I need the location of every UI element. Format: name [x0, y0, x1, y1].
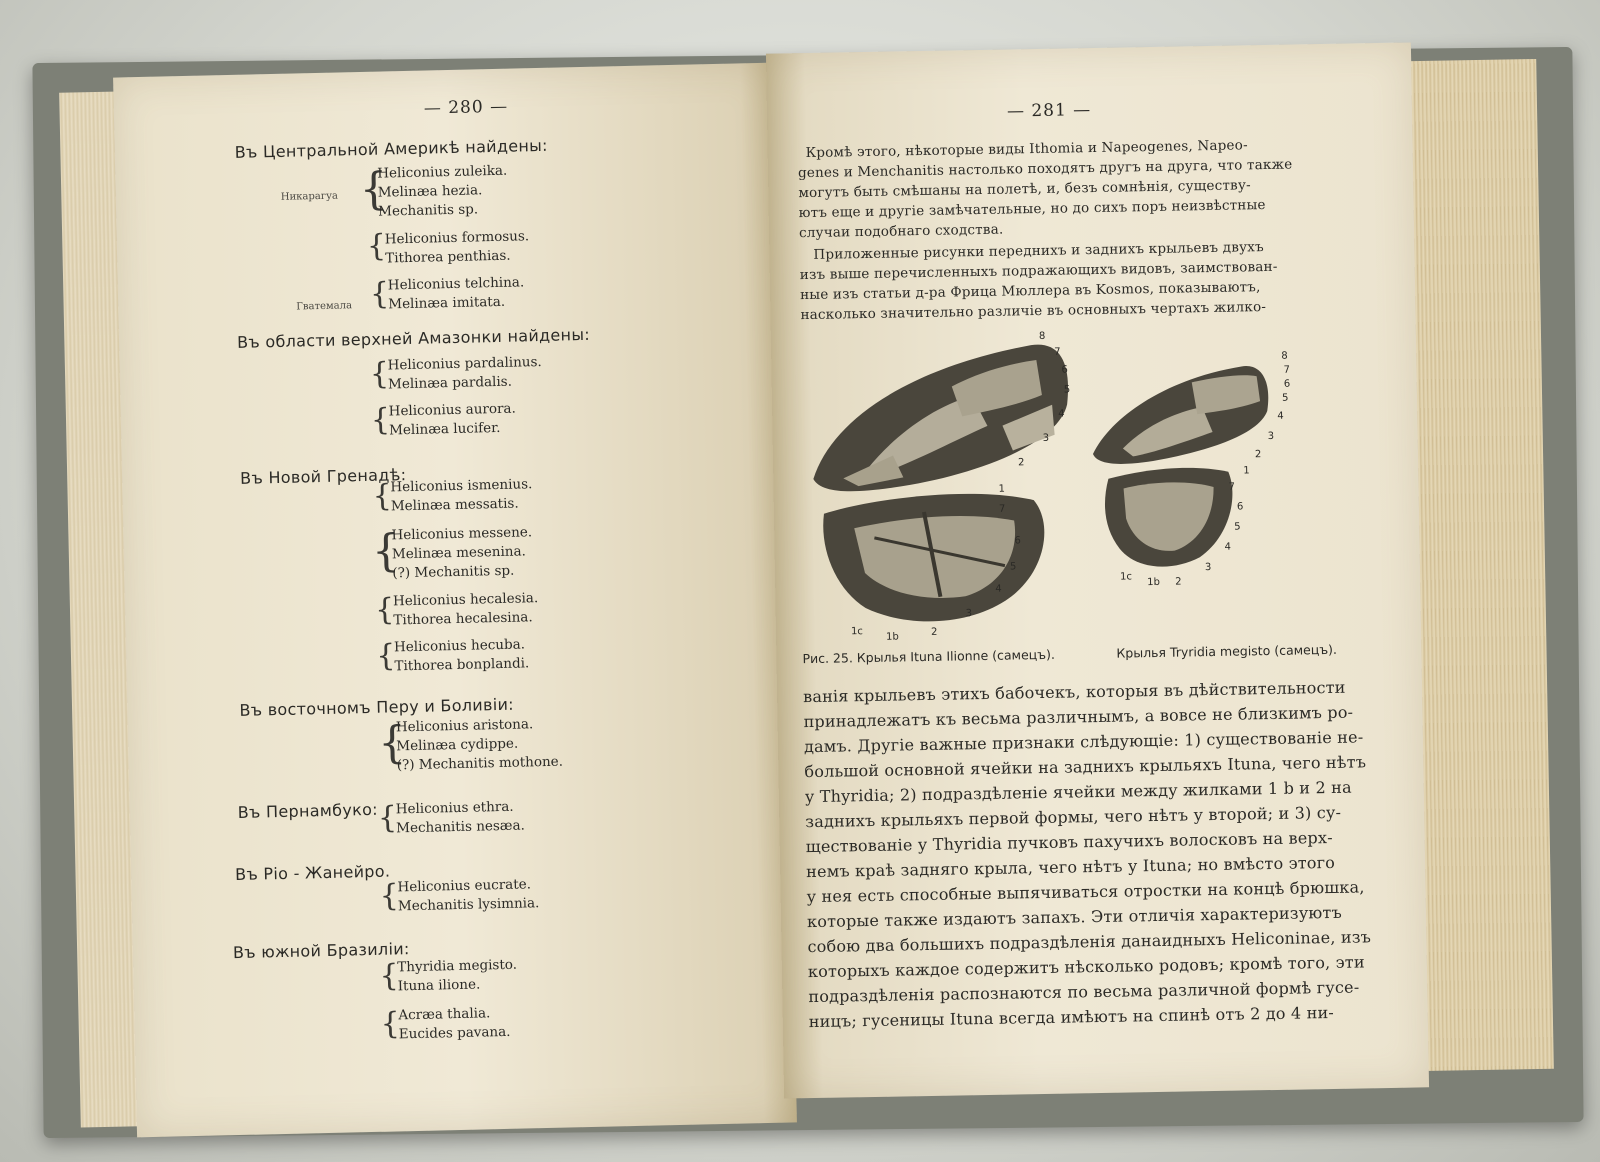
text-line: собою два большихъ подраздѣленія данаидныхъ Heliconinae, изъ	[807, 927, 1372, 957]
wing-label: 1c	[1120, 571, 1133, 583]
species-name: Mechanitis nesæa.	[395, 817, 526, 837]
wing-label: 5	[1063, 384, 1071, 396]
figure-caption-left: Рис. 25. Крылья Ituna Ilionne (самецъ).	[802, 646, 1056, 667]
thyridia-forewing	[1091, 366, 1269, 465]
species-name: Ituna ilione.	[397, 976, 481, 995]
text-line: изъ выше перечисленныхъ подражающихъ видовъ, заимствован-	[799, 258, 1278, 284]
right-page	[766, 42, 1429, 1098]
text-line: заднихъ крыльяхъ первой формы, чего нѣтъ у второй; и 3) су-	[805, 802, 1342, 832]
species-name: Tithorea hecalesina.	[393, 609, 533, 629]
section-heading: Въ Центральной Америкѣ найдены:	[234, 135, 548, 162]
brace: {	[359, 163, 389, 216]
brace: {	[377, 717, 407, 769]
species-name: (?) Mechanitis mothone.	[396, 753, 564, 774]
species-name: Heliconius zuleika.	[377, 162, 508, 182]
wing-label: 6	[1283, 378, 1291, 390]
brace: {	[372, 478, 393, 514]
wing-label: 4	[1224, 541, 1232, 553]
wing-label: 7	[1228, 481, 1236, 493]
wing-label: 3	[1267, 430, 1275, 443]
text-line: ютъ еще и другіе замѣчательные, но до сихъ поръ неизвѣстные	[798, 197, 1266, 222]
brace: {	[374, 592, 395, 628]
thyridia-hindwing	[1104, 467, 1236, 568]
wing-label: 6	[1061, 364, 1068, 376]
species-name: Heliconius pardalinus.	[387, 353, 542, 374]
wing-label: 1b	[886, 631, 899, 643]
text-line: принадлежатъ къ весьма различнымъ, а вовсе не близкимъ ро-	[803, 702, 1354, 732]
brace: {	[369, 276, 390, 312]
species-name: (?) Mechanitis sp.	[392, 562, 515, 582]
species-name: Melinæa hezia.	[377, 182, 483, 201]
species-name: Heliconius eucrate.	[397, 876, 532, 896]
species-name: Heliconius aristona.	[395, 716, 534, 736]
section-heading: Въ Пернамбуко:	[237, 799, 379, 822]
text-line: которые также издаютъ запахъ. Эти отличія характеризуютъ	[806, 902, 1343, 932]
species-name: Heliconius ismenius.	[390, 476, 533, 496]
wing-label: 5	[1009, 561, 1017, 573]
wing-label: 3	[1204, 562, 1212, 574]
text-line: ницъ; гусеницы Ituna всегда имѣютъ на спинѣ отъ 2 до 4 ни-	[808, 1002, 1335, 1032]
species-name: Heliconius hecuba.	[393, 636, 526, 656]
brace: {	[375, 638, 396, 674]
brace: {	[377, 800, 398, 836]
location-label: Никарагуа	[280, 190, 338, 203]
text-line: ществованіе у Thyridia пучковъ пахучихъ волосковъ на верх-	[805, 827, 1333, 857]
species-name: Acræa thalia.	[398, 1005, 491, 1024]
wing-label: 7	[1054, 346, 1061, 358]
ituna-hindwing	[823, 493, 1046, 624]
species-name: Mechanitis lysimnia.	[397, 895, 540, 915]
species-name: Melinæa pardalis.	[387, 373, 513, 393]
species-name: Heliconius ethra.	[395, 798, 514, 818]
left-page	[113, 63, 797, 1138]
wing-label: 3	[965, 608, 973, 620]
text-line: могутъ быть смѣшаны на полетѣ, и, безъ сомнѣнія, существу-	[798, 177, 1251, 202]
brace: {	[371, 525, 401, 577]
wing-label: 8	[1281, 350, 1288, 362]
brace: {	[366, 228, 387, 264]
text-line: ные изъ статьи д-ра Фрица Мюллера въ Kosmos, показываютъ,	[800, 279, 1261, 304]
wing-label: 1b	[1147, 576, 1161, 589]
wing-label: 6	[1236, 501, 1244, 513]
text-line: у Thyridia; 2) подраздѣленіе ячейки между жилками 1 b и 2 на	[804, 777, 1352, 807]
text-line: случаи подобнаго сходства.	[798, 221, 1004, 242]
brace: {	[380, 1006, 401, 1042]
species-name: Thyridia megisto.	[397, 956, 518, 976]
wing-label: 2	[1175, 576, 1182, 588]
page-number: — 281 —	[1006, 100, 1092, 122]
wing-label: 2	[1018, 457, 1025, 469]
brace: {	[369, 356, 390, 392]
text-line: дамъ. Другіе важные признаки слѣдующіе: 1) существованіе не-	[803, 727, 1364, 757]
species-name: Melinæa lucifer.	[388, 419, 501, 439]
text-line: Кромѣ этого, нѣкоторые виды Ithomia и Napeogenes, Napeo-	[805, 137, 1248, 162]
text-line: подраздѣленія распознаются по весьма различной формѣ гусе-	[808, 977, 1360, 1007]
wing-figure	[771, 318, 1422, 669]
species-name: Heliconius formosus.	[384, 228, 530, 248]
wing-label: 1	[998, 483, 1006, 495]
wing-label: 2	[930, 626, 938, 638]
section-heading: Въ Новой Гренадѣ:	[239, 465, 407, 488]
wing-label: 1	[1243, 465, 1250, 477]
text-line: немъ краѣ задняго крыла, чего нѣтъ у Ituna; но вмѣсто этого	[806, 852, 1336, 882]
species-name: Melinæa imitata.	[388, 293, 506, 313]
species-name: Eucides pavana.	[398, 1023, 511, 1043]
section-heading: Въ южной Бразиліи:	[232, 939, 410, 963]
wing-label: 4	[1277, 410, 1284, 422]
section-heading: Въ восточномъ Перу и Боливіи:	[239, 694, 515, 720]
species-name: Heliconius telchina.	[387, 274, 525, 294]
species-name: Melinæa cydippe.	[396, 735, 519, 755]
wing-label: 3	[1042, 432, 1050, 444]
section-heading: Въ Ріо - Жанейро.	[234, 861, 391, 885]
species-name: Melinæa messatis.	[390, 495, 519, 515]
species-name: Melinæa mesenina.	[391, 543, 527, 563]
text-line: у нея есть способные выпячиваться отростки на концѣ брюшка,	[806, 877, 1365, 907]
species-name: Tithorea penthias.	[385, 247, 511, 267]
text-line: ванія крыльевъ этихъ бабочекъ, которыя въ дѣйствительности	[802, 677, 1346, 707]
text-line: большой основной ячейки на заднихъ крыльяхъ Ituna, чего нѣтъ	[804, 752, 1367, 782]
species-name: Heliconius aurora.	[388, 400, 516, 420]
page-number: — 280 —	[423, 96, 509, 119]
right-page-edges	[1406, 59, 1554, 1071]
species-name: Mechanitis sp.	[377, 201, 479, 220]
wing-label: 5	[1281, 392, 1289, 404]
brace: {	[379, 878, 400, 914]
wing-label: 5	[1234, 521, 1241, 533]
wing-label: 4	[995, 583, 1002, 595]
brace: {	[370, 402, 391, 438]
text-line: насколько значительно различіе въ основныхъ чертахъ жилко-	[800, 299, 1267, 324]
wing-label: 1c	[850, 626, 864, 638]
species-name: Heliconius messene.	[391, 524, 533, 544]
text-line: Приложенные рисунки переднихъ и заднихъ крыльевъ двухъ	[813, 239, 1264, 263]
text-line: которыхъ каждое содержитъ нѣсколько родовъ; кромѣ того, эти	[807, 952, 1365, 982]
brace: {	[379, 958, 400, 994]
wing-label: 8	[1038, 330, 1046, 342]
wing-label: 4	[1058, 408, 1065, 420]
species-name: Tithorea bonplandi.	[394, 655, 530, 675]
species-name: Heliconius hecalesia.	[392, 590, 539, 610]
wing-label: 6	[1014, 535, 1021, 547]
ituna-forewing	[811, 344, 1070, 492]
wing-label: 2	[1254, 449, 1262, 461]
figure-caption-right: Крылья Tryridia megisto (самецъ).	[1116, 641, 1338, 661]
section-heading: Въ области верхней Амазонки найдены:	[236, 324, 591, 352]
text-line: genes и Menchanitis настолько походятъ другъ на друга, что также	[797, 156, 1293, 182]
wing-label: 7	[998, 503, 1006, 515]
location-label: Гватемала	[296, 300, 353, 313]
wing-label: 7	[1283, 364, 1291, 376]
